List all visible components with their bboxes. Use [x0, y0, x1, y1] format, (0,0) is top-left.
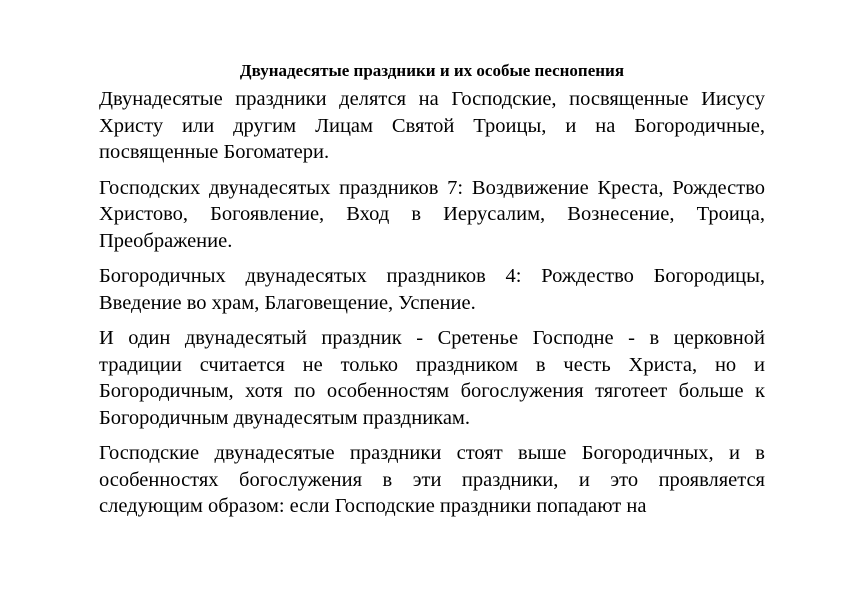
- paragraph-4: И один двунадесятый праздник - Сретенье Господне - в церковной традиции считается не только праздником в честь Христа, но и Богородичным, хотя по особенностям богослужения тяготеет больше к Богородичным двунадесятым праздникам.: [99, 327, 765, 429]
- paragraph-3: Богородичных двунадесятых праздников 4: Рождество Богородицы, Введение во храм, Благовещение, Успение.: [99, 265, 765, 314]
- document-page: [99, 60, 765, 529]
- paragraph-1: Двунадесятые праздники делятся на Господские, посвященные Иисусу Христу или другим Лицам Святой Троицы, и на Богородичные, посвященные Богоматери.: [99, 88, 765, 163]
- document-title: Двунадесятые праздники и их особые песнопения: [239, 61, 625, 80]
- paragraph-5: Господские двунадесятые праздники стоят выше Богородичных, и в особенностях богослужения в эти праздники, и это проявляется следующим образом: если Господские праздники попадают на: [99, 442, 765, 517]
- paragraph-2: Господских двунадесятых праздников 7: Воздвижение Креста, Рождество Христово, Богоявление, Вход в Иерусалим, Вознесение, Троица, Преображение.: [99, 176, 765, 252]
